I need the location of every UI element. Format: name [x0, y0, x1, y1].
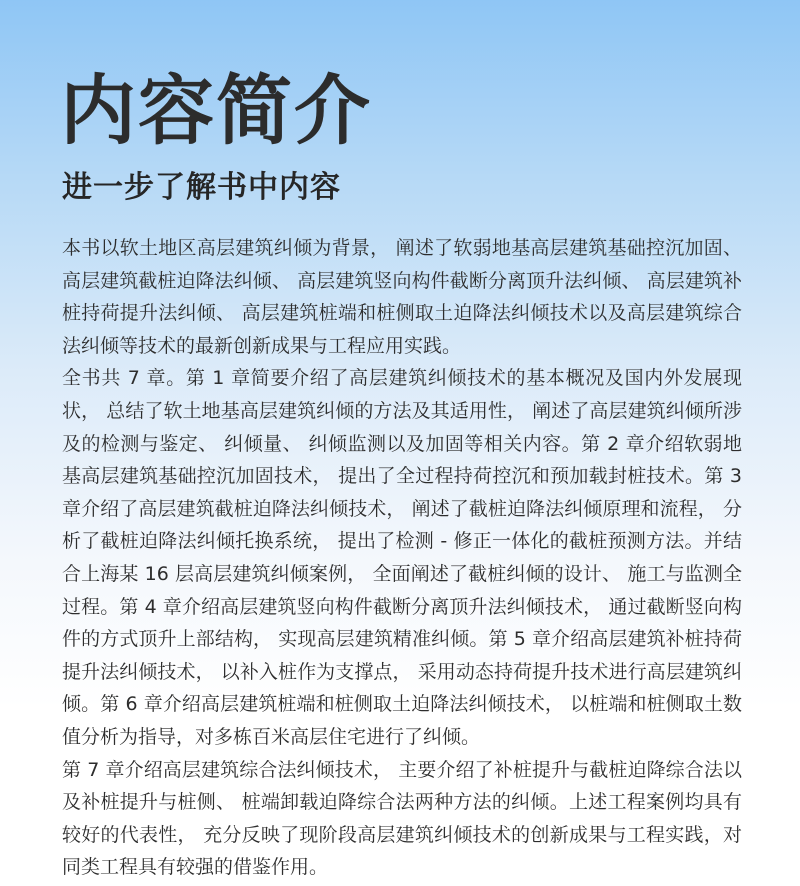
page-title: 内容简介 [60, 66, 372, 155]
paragraph-chapters: 全书共 7 章。第 1 章简要介绍了高层建筑纠倾技术的基本概况及国内外发展现状， 总结了软土地基高层建筑纠倾的方法及其适用性， 阐述了高层建筑纠倾所涉及的检测与鉴定、 纠倾量、 纠倾监测以及加固等相关内容。第 2 章介绍软弱地基高层建筑基础控沉加固技术， 提出了全过程持荷控沉和预加载封桩技术。第 3 章介绍了高层建筑截桩迫降法纠倾技术， 阐述了截桩迫降法纠倾原理和流程， 分析了截桩迫降法纠倾托换系统， 提出了检测 - 修正一体化的截桩预测方法。并结合上海某 16 层高层建筑纠倾案例， 全面阐述了截桩纠倾的设计、 施工与监测全过程。第 4 章介绍高层建筑竖向构件截断分离顶升法纠倾技术， 通过截断竖向构件的方式顶升上部结构， 实现高层建筑精准纠倾。第 5 章介绍高层建筑补桩持荷提升法纠倾技术， 以补入桩作为支撑点， 采用动态持荷提升技术进行高层建筑纠倾。第 6 章介绍高层建筑桩端和桩侧取土迫降法纠倾技术， 以桩端和桩侧取土数值分析为指导，对多栋百米高层住宅进行了纠倾。 [62, 367, 742, 748]
book-description [62, 232, 742, 884]
paragraph-conclusion: 第 7 章介绍高层建筑综合法纠倾技术， 主要介绍了补桩提升与截桩迫降综合法以及补桩提升与桩侧、 桩端卸载迫降综合法两种方法的纠倾。上述工程案例均具有较好的代表性， 充分反映了现阶段高层建筑纠倾技术的创新成果与工程实践，对同类工程具有较强的借鉴作用。 [62, 758, 742, 879]
page-subtitle: 进一步了解书中内容 [62, 170, 341, 205]
paragraph-overview: 本书以软土地区高层建筑纠倾为背景， 阐述了软弱地基高层建筑基础控沉加固、 高层建筑截桩迫降法纠倾、 高层建筑竖向构件截断分离顶升法纠倾、 高层建筑补桩持荷提升法纠倾、 高层建筑桩端和桩侧取土迫降法纠倾技术以及高层建筑综合法纠倾等技术的最新创新成果与工程应用实践。 [62, 237, 742, 357]
